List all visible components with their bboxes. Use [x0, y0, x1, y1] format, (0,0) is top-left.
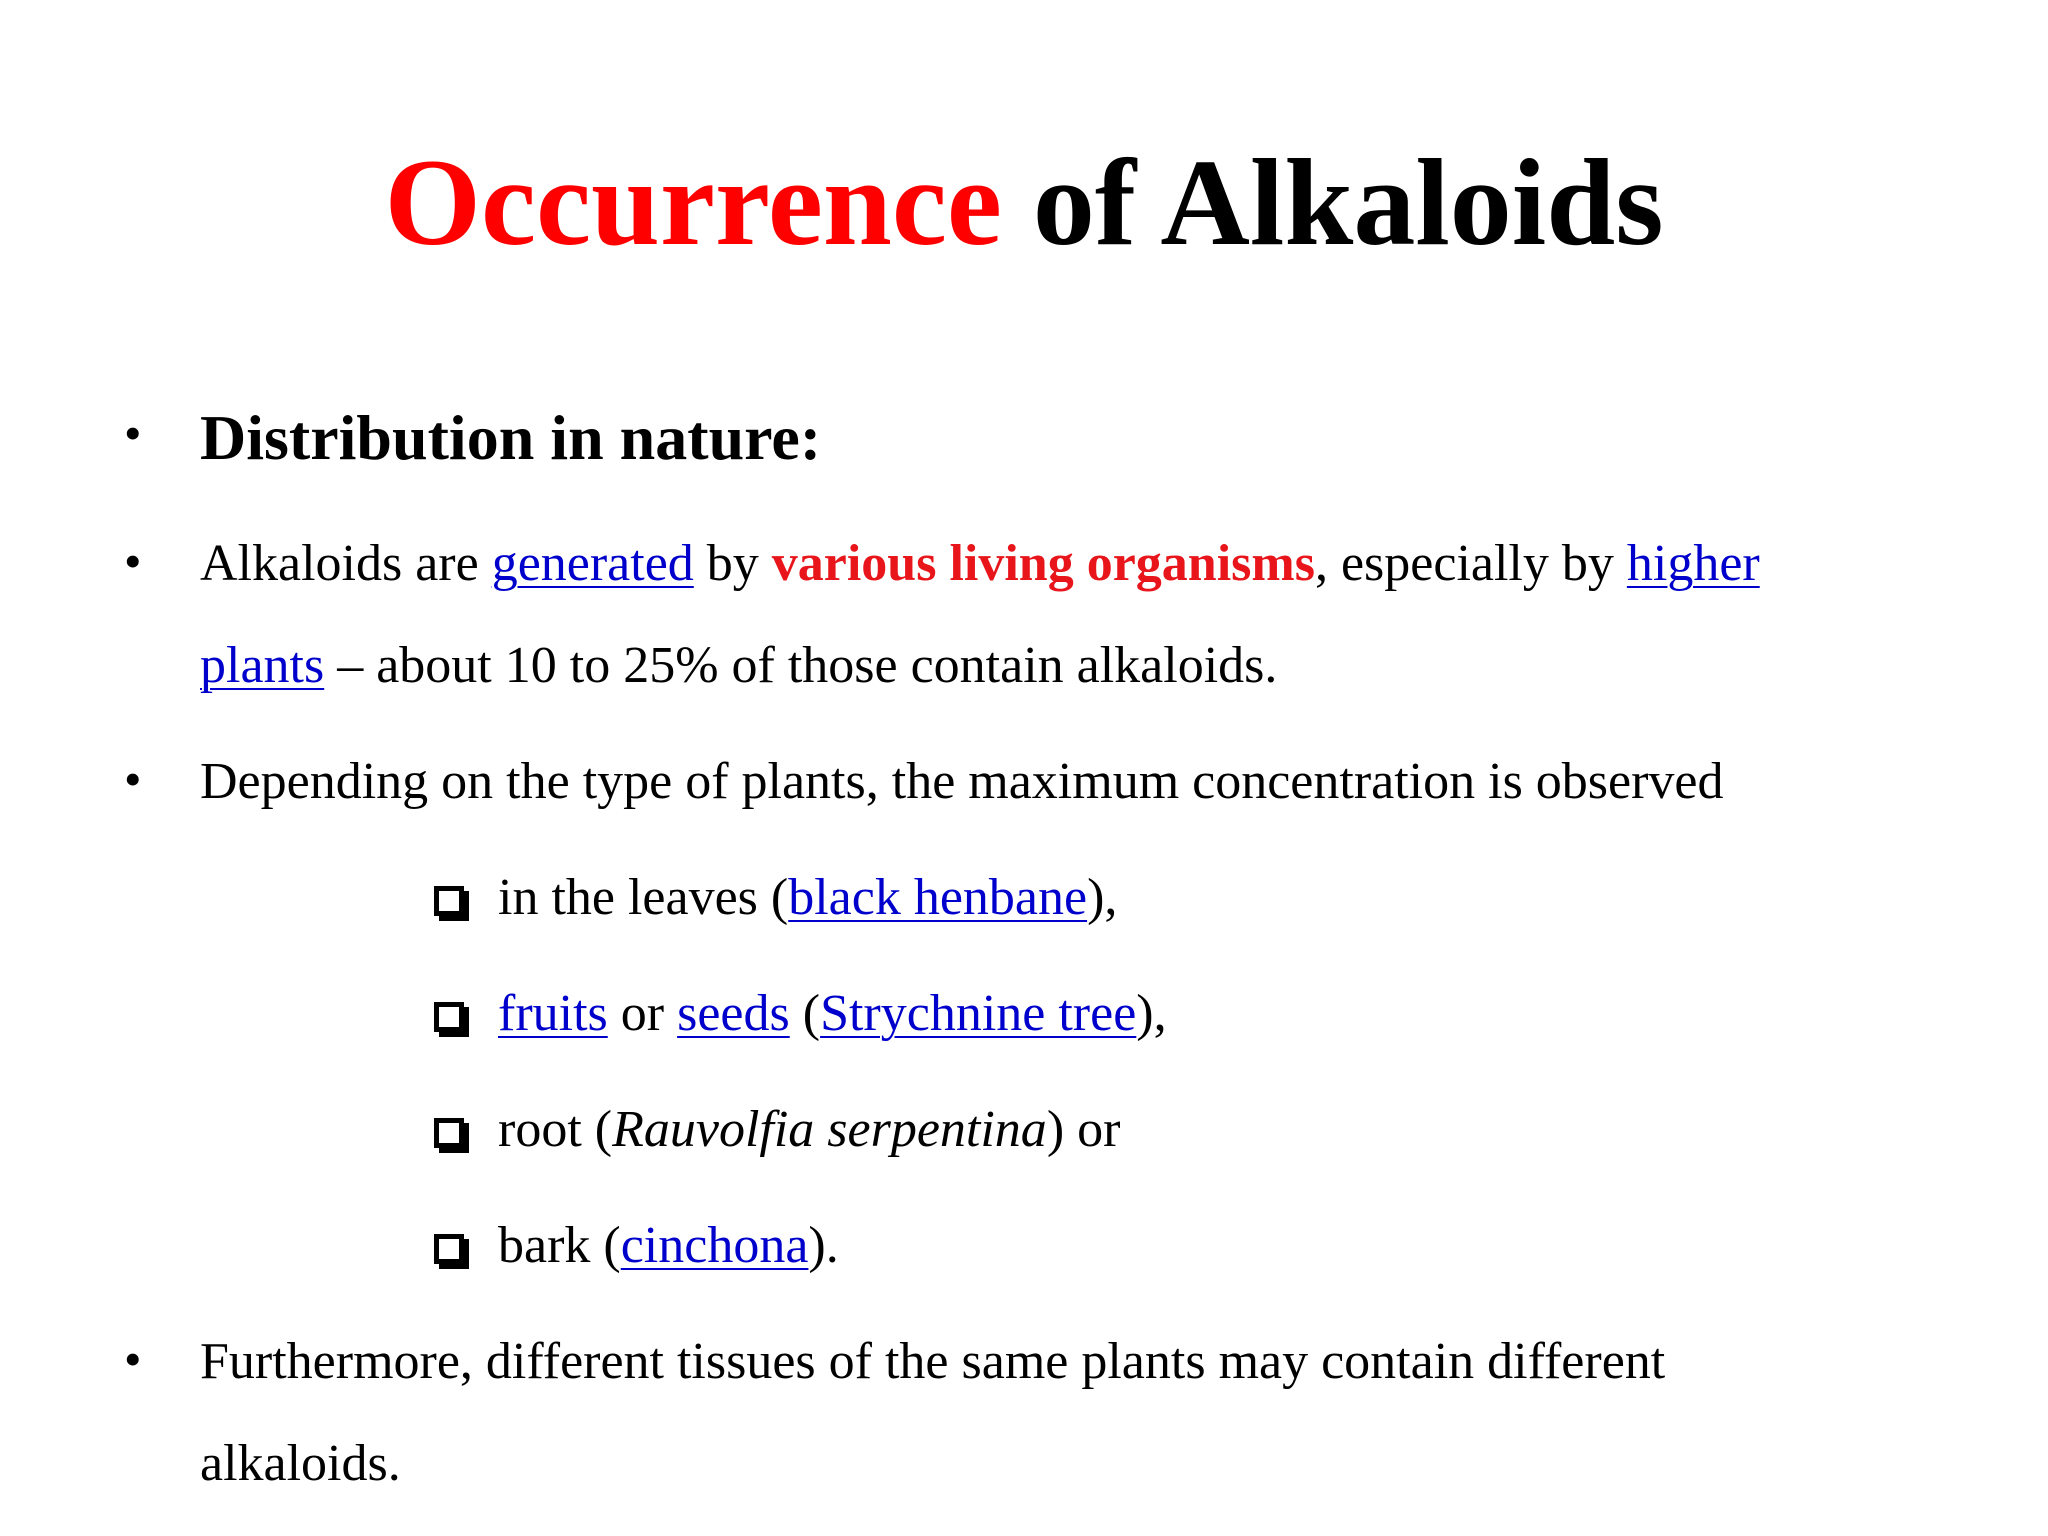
link-strychnine-tree[interactable]: Strychnine tree — [820, 985, 1137, 1042]
checkbox-square-icon — [434, 1002, 464, 1032]
text-run: – about 10 to 25% of those contain alkaloids. — [324, 637, 1278, 694]
paragraph-furthermore-line2: alkaloids. — [200, 1435, 401, 1492]
link-black-henbane[interactable]: black henbane — [788, 869, 1088, 926]
text-run: ), — [1136, 985, 1167, 1042]
text-run: , especially by — [1314, 535, 1627, 592]
text-run: Alkaloids are — [200, 535, 492, 592]
subitem-bark — [434, 1214, 839, 1278]
text-run: ). — [808, 1217, 839, 1274]
paragraph-generated-line2 — [200, 634, 1277, 698]
link-higher-plants-cont[interactable]: plants — [200, 637, 325, 694]
slide-title — [0, 128, 2048, 278]
subitem-leaves — [434, 866, 1117, 930]
text-run: ) or — [1046, 1101, 1121, 1158]
subitem-root — [434, 1098, 1120, 1162]
link-seeds[interactable]: seeds — [677, 985, 790, 1042]
bullet-marker: • — [124, 1331, 142, 1387]
bullet-marker: • — [124, 533, 142, 589]
subitem-fruits-seeds — [434, 982, 1167, 1046]
title-accent: Occurrence — [384, 134, 1002, 271]
text-run: ), — [1087, 869, 1118, 926]
checkbox-square-icon — [434, 1118, 464, 1148]
text-run: bark ( — [498, 1217, 621, 1274]
text-run: root ( — [498, 1101, 613, 1158]
link-rauvolfia-serpentina[interactable]: Rauvolfia serpentina — [612, 1101, 1047, 1158]
link-fruits[interactable]: fruits — [498, 985, 608, 1042]
checkbox-square-icon — [434, 886, 464, 916]
emphasis-various-living-organisms: various living organisms — [771, 535, 1315, 592]
title-rest: of Alkaloids — [1001, 134, 1664, 271]
bullet-marker: • — [124, 405, 142, 461]
paragraph-depending: Depending on the type of plants, the maximum concentration is observed — [200, 753, 1724, 810]
text-run: in the leaves ( — [498, 869, 789, 926]
paragraph-generated-line1 — [200, 532, 1760, 596]
text-run: by — [693, 535, 772, 592]
text-run: or — [607, 985, 678, 1042]
link-cinchona[interactable]: cinchona — [620, 1217, 809, 1274]
bullet-marker: • — [124, 751, 142, 807]
text-run: ( — [789, 985, 821, 1042]
paragraph-furthermore-line1: Furthermore, different tissues of the same plants may contain different — [200, 1333, 1666, 1390]
link-generated[interactable]: generated — [491, 535, 694, 592]
link-higher-plants[interactable]: higher — [1626, 535, 1760, 592]
checkbox-square-icon — [434, 1234, 464, 1264]
section-heading: Distribution in nature: — [200, 402, 822, 473]
